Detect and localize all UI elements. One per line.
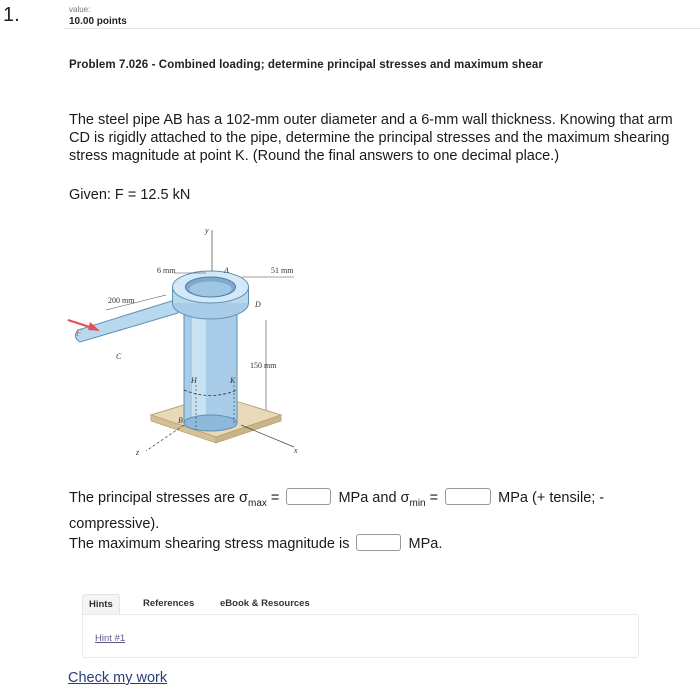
unit-mpa-3: MPa.: [408, 536, 443, 552]
label-a: A: [224, 266, 229, 275]
given-value: Given: F = 12.5 kN: [69, 187, 191, 203]
equals-sign: =: [425, 490, 439, 506]
points-value: 10.00 points: [69, 16, 127, 27]
label-y: y: [205, 226, 209, 235]
label-6mm: 6 mm: [157, 266, 176, 275]
label-k: K: [230, 376, 236, 385]
label-h: H: [191, 376, 197, 385]
arm-cd: [75, 299, 178, 342]
pipe-bottom: [184, 415, 237, 431]
sigma-max-subscript: max: [248, 498, 267, 509]
label-51mm: 51 mm: [271, 266, 294, 275]
label-z: z: [136, 448, 140, 457]
sigma-min-subscript: min: [409, 498, 426, 509]
answer-line-2: [69, 534, 694, 554]
sigma-min-input[interactable]: [445, 488, 491, 505]
equals-sign: =: [266, 490, 280, 506]
label-c: C: [116, 352, 122, 361]
answer-section: [69, 488, 694, 554]
problem-statement: The steel pipe AB has a 102-mm outer diameter and a 6-mm wall thickness. Knowing that arm CD is rigidly attached to the pipe, determine the principal stresses and the maximum shearing stress magnitude at point K. (Round the final answers to one decimal place.): [69, 112, 673, 164]
label-f: F: [76, 328, 82, 338]
tab-references[interactable]: References: [143, 598, 195, 609]
hint-panel: [82, 614, 639, 658]
max-shear-prefix: The maximum shearing stress magnitude is: [69, 536, 350, 552]
label-200mm: 200 mm: [108, 296, 135, 305]
hint-1-link[interactable]: Hint #1: [95, 633, 126, 644]
divider: [64, 28, 700, 29]
unit-mpa-1: MPa and σ: [338, 490, 410, 506]
label-b: B: [178, 416, 183, 425]
problem-title: Problem 7.026 - Combined loading; determine principal stresses and maximum shear: [69, 59, 543, 71]
max-shear-input[interactable]: [356, 534, 401, 551]
check-my-work-link[interactable]: Check my work: [68, 670, 168, 686]
principal-stress-prefix: The principal stresses are σ: [69, 490, 248, 506]
x-axis: [241, 425, 294, 447]
label-d: D: [255, 300, 261, 309]
label-x: x: [294, 446, 298, 455]
tab-ebook-resources[interactable]: eBook & Resources: [220, 598, 310, 609]
sigma-max-input[interactable]: [286, 488, 331, 505]
unit-mpa-2: MPa (+ tensile; - compressive).: [69, 490, 605, 532]
pipe-diagram-illustration: [66, 225, 316, 460]
answer-line-1: [69, 488, 694, 534]
tab-hints[interactable]: Hints: [82, 594, 120, 614]
label-150mm: 150 mm: [250, 361, 277, 370]
value-label: value:: [69, 5, 91, 14]
z-axis: [146, 425, 184, 451]
question-number: 1.: [3, 4, 20, 26]
problem-figure: [66, 225, 316, 460]
resource-tabs: [82, 594, 639, 614]
